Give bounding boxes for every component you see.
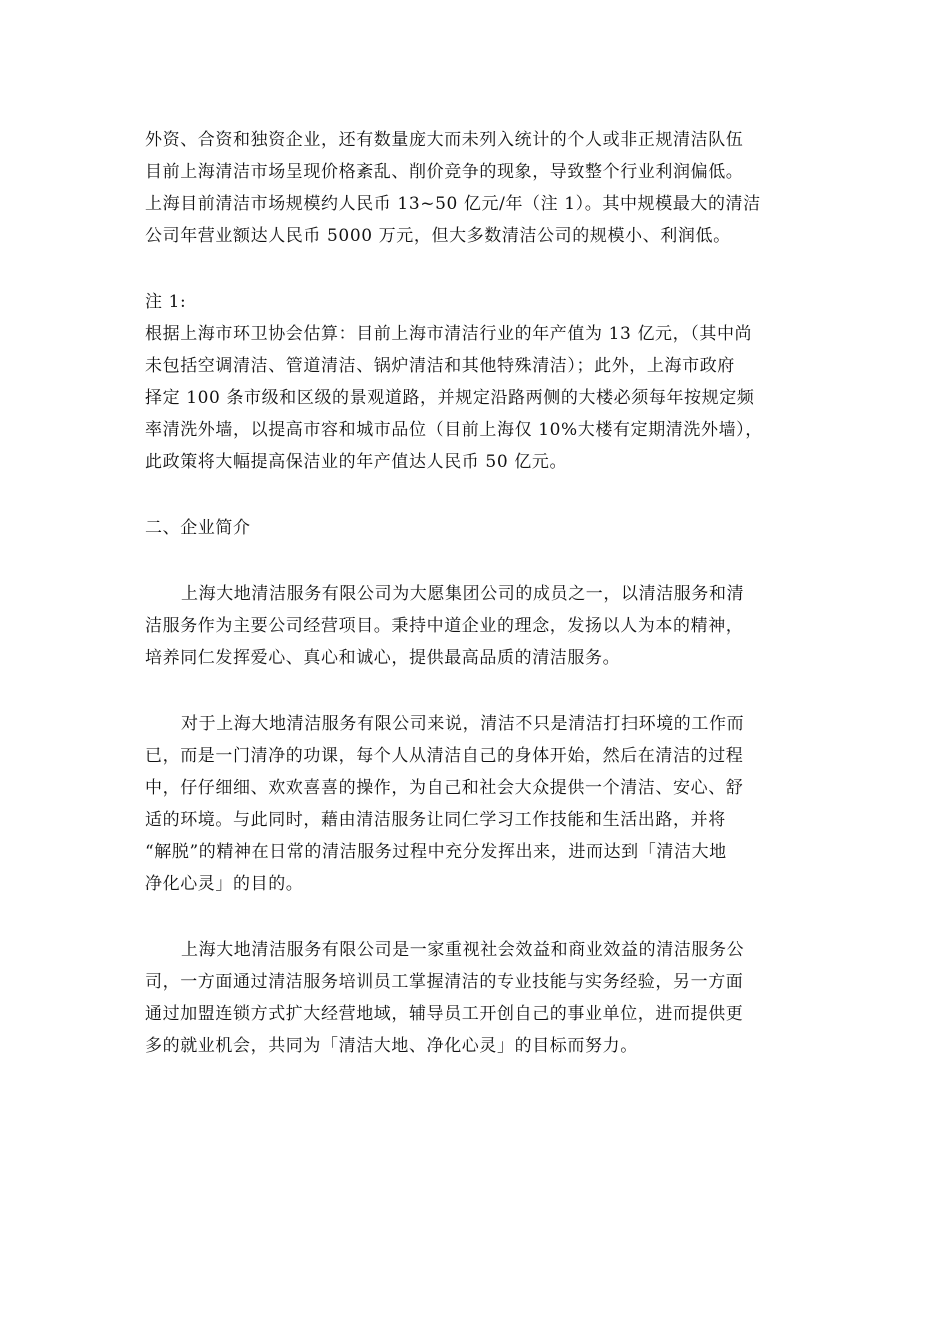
text-line: 公司年营业额达人民币 5000 万元，但大多数清洁公司的规模小、利润低。 (145, 226, 731, 246)
text-line: 上海目前清洁市场规模约人民币 13~50 亿元/年（注 1）。其中规模最大的清洁 (145, 194, 761, 214)
text-line: “解脱”的精神在日常的清洁服务过程中充分发挥出来，进而达到「清洁大地 (145, 842, 727, 862)
text-line: 择定 100 条市级和区级的景观道路，并规定沿路两侧的大楼必须每年按规定频 (145, 388, 755, 408)
text-line: 未包括空调清洁、管道清洁、锅炉清洁和其他特殊清洁）；此外，上海市政府 (145, 356, 735, 376)
text-line: 率清洗外墙，以提高市容和城市品位（目前上海仅 10%大楼有定期清洗外墙）， (145, 420, 763, 440)
text-line: 通过加盟连锁方式扩大经营地域，辅导员工开创自己的事业单位，进而提供更 (145, 1004, 744, 1024)
paragraph-company-philosophy (145, 708, 825, 900)
text-line: 多的就业机会，共同为「清洁大地、净化心灵」的目标而努力。 (145, 1036, 638, 1056)
text-line: 对于上海大地清洁服务有限公司来说，清洁不只是清洁打扫环境的工作而 (181, 714, 745, 734)
text-line: 根据上海市环卫协会估算：目前上海市清洁行业的年产值为 13 亿元，（其中尚 (145, 324, 753, 344)
paragraph-company-intro (145, 578, 825, 674)
paragraph-company-goals (145, 934, 825, 1062)
text-line: 培养同仁发挥爱心、真心和诚心，提供最高品质的清洁服务。 (145, 648, 621, 668)
footnote-label: 注 1: (145, 292, 187, 312)
text-line: 外资、合资和独资企业，还有数量庞大而未列入统计的个人或非正规清洁队伍 (145, 130, 744, 150)
text-line: 适的环境。与此同时，藉由清洁服务让同仁学习工作技能和生活出路，并将 (145, 810, 726, 830)
paragraph-footnote (145, 286, 825, 478)
text-line: 中，仔仔细细、欢欢喜喜的操作，为自己和社会大众提供一个清洁、安心、舒 (145, 778, 744, 798)
text-line: 洁服务作为主要公司经营项目。秉持中道企业的理念，发扬以人为本的精神， (145, 616, 744, 636)
section-title: 二、企业简介 (145, 518, 251, 538)
paragraph-spacer (145, 900, 825, 934)
text-line: 目前上海清洁市场呈现价格紊乱、削价竞争的现象，导致整个行业利润偏低。 (145, 162, 744, 182)
document-page (145, 124, 825, 1062)
paragraph-spacer (145, 252, 825, 286)
text-line: 上海大地清洁服务有限公司为大愿集团公司的成员之一，以清洁服务和清 (181, 584, 745, 604)
paragraph-spacer (145, 674, 825, 708)
section-heading (145, 512, 825, 544)
text-line: 净化心灵」的目的。 (145, 874, 304, 894)
text-line: 司，一方面通过清洁服务培训员工掌握清洁的专业技能与实务经验，另一方面 (145, 972, 744, 992)
paragraph-market-overview (145, 124, 825, 252)
paragraph-spacer (145, 478, 825, 512)
text-line: 此政策将大幅提高保洁业的年产值达人民币 50 亿元。 (145, 452, 568, 472)
text-line: 上海大地清洁服务有限公司是一家重视社会效益和商业效益的清洁服务公 (181, 940, 745, 960)
text-line: 已，而是一门清净的功课，每个人从清洁自己的身体开始，然后在清洁的过程 (145, 746, 744, 766)
paragraph-spacer (145, 544, 825, 578)
